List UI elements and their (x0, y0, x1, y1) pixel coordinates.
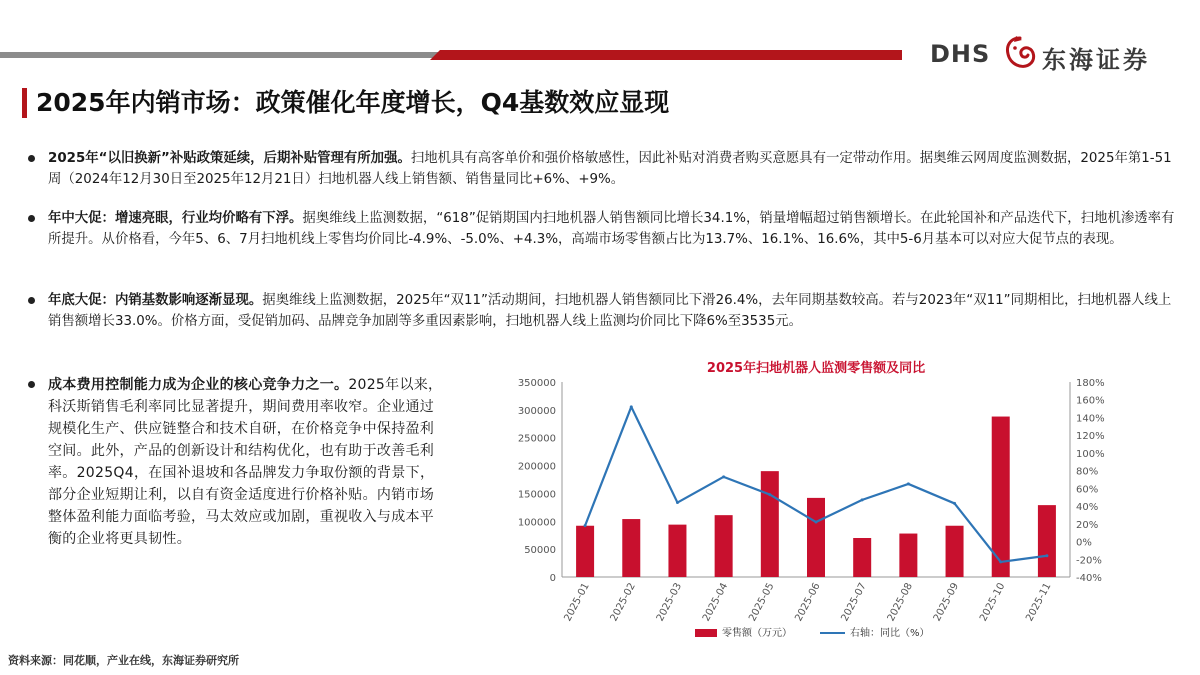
paragraph-body: 据奥维线上监测数据，“618”促销期国内扫地机器人销售额同比增长34.1%，销量增幅超过销售额增长。在此轮国补和产品迭代下，扫地机渗透率有所提升。从价格看，今年5、6、7月扫地机线上零售均价同比-4.9%、-5.0%、+4.3%，高端市场零售额占比为13.7%、16.1%、16.6%，其中5-6月基本可以对应大促节点的表现。 (48, 211, 1175, 247)
y-right-tick-label: 160% (1076, 395, 1105, 407)
x-tick-label: 2025-04 (700, 581, 731, 624)
y-left-tick-label: 0 (549, 573, 556, 584)
legend-bar-swatch (695, 629, 717, 637)
bullet-dot (28, 155, 35, 162)
y-right-tick-label: 20% (1076, 519, 1099, 531)
y-right-tick-label: -40% (1076, 573, 1102, 584)
logo-chinese: 东海证券 (1042, 46, 1150, 74)
x-tick-label: 2025-10 (978, 581, 1008, 624)
y-right-tick-label: 40% (1076, 502, 1099, 514)
y-left-tick-label: 300000 (517, 405, 556, 417)
logo-latin: DHS (930, 40, 991, 68)
bar (1038, 505, 1056, 577)
line-point (1045, 554, 1048, 557)
line-point (953, 502, 956, 505)
bar (853, 538, 871, 577)
y-left-tick-label: 250000 (517, 433, 556, 445)
y-left-tick-label: 100000 (517, 517, 556, 529)
paragraph-body: 2025年以来，科沃斯销售毛利率同比显著提升，期间费用率收窄。企业通过规模化生产、供应链整合和技术自研，在价格竞争中保持盈利空间。此外，产品的创新设计和结构优化，也有助于改善毛利率。2025Q4，在国补退坡和各品牌发力争取份额的背景下，部分企业短期让利，以自有资金适度进行价格补贴。内销市场整体盈利能力面临考验，马太效应或加剧，重视收入与成本平衡的企业将更具韧性。 (48, 377, 443, 547)
x-tick-label: 2025-11 (1024, 581, 1054, 624)
bar (807, 498, 825, 577)
legend-line-label: 右轴：同比（%） (850, 628, 930, 639)
x-tick-label: 2025-08 (885, 581, 916, 624)
paragraph-lead: 年底大促：内销基数影响逐渐显现。 (48, 293, 263, 308)
paragraph-lead: 成本费用控制能力成为企业的核心竞争力之一。 (48, 377, 349, 393)
retail-sales-chart (500, 352, 1190, 652)
bar (622, 519, 640, 577)
line-point (861, 498, 864, 501)
bar (668, 525, 686, 577)
paragraph-lead: 年中大促：增速亮眼，行业均价略有下浮。 (48, 211, 303, 226)
paragraph-yearend (48, 290, 1178, 332)
bar (899, 534, 917, 577)
paragraph-body: 扫地机具有高客单价和强价格敏感性，因此补贴对消费者购买意愿具有一定带动作用。据奥维云网周度监测数据，2025年第1-51周（2024年12月30日至2025年12月21日）扫地机器人线上销售额、销售量同比+6%、+9%。 (48, 151, 1172, 187)
line-point (999, 560, 1002, 563)
y-left-tick-label: 150000 (517, 489, 556, 501)
x-tick-label: 2025-05 (747, 581, 777, 624)
x-tick-label: 2025-09 (931, 581, 962, 624)
line-point (768, 493, 771, 496)
source-note: 资料来源：同花顺，产业在线，东海证券研究所 (8, 654, 239, 667)
company-logo (930, 34, 1170, 74)
y-right-tick-label: 60% (1076, 484, 1099, 496)
paragraph-subsidy (48, 148, 1178, 190)
y-left-tick-label: 50000 (524, 545, 556, 557)
chart-title: 2025年扫地机器人监测零售额及同比 (706, 361, 926, 376)
x-tick-label: 2025-03 (654, 581, 685, 624)
x-tick-label: 2025-06 (793, 581, 823, 624)
y-right-tick-label: -20% (1076, 555, 1102, 567)
dragon-logo-icon (1002, 34, 1038, 74)
paragraph-lead: 2025年“以旧换新”补贴政策延续，后期补贴管理有所加强。 (48, 151, 411, 166)
y-right-tick-label: 100% (1076, 448, 1105, 460)
line-point (584, 524, 587, 527)
legend-bar-label: 零售额（万元） (722, 628, 792, 639)
bullet-dot (28, 215, 35, 222)
line-point (907, 482, 910, 485)
bullet-dot (28, 381, 35, 388)
y-right-tick-label: 80% (1076, 466, 1099, 478)
y-right-tick-label: 120% (1076, 431, 1105, 443)
y-right-tick-label: 180% (1076, 378, 1105, 389)
y-right-tick-label: 140% (1076, 413, 1105, 425)
bullet-dot (28, 297, 35, 304)
bar (761, 471, 779, 577)
bar (946, 526, 964, 577)
header-red-band (430, 50, 902, 60)
bar (576, 526, 594, 577)
bar (715, 515, 733, 577)
paragraph-body: 据奥维线上监测数据，2025年“双11”活动期间，扫地机器人销售额同比下滑26.4%，去年同期基数较高。若与2023年“双11”同期相比，扫地机器人线上销售额增长33.0%。价格方面，受促销加码、品牌竞争加剧等多重因素影响，扫地机器人线上监测均价同比下降6%至3535元。 (48, 293, 1172, 329)
line-point (722, 475, 725, 478)
x-tick-label: 2025-02 (608, 581, 638, 624)
y-left-tick-label: 350000 (517, 378, 556, 389)
page-title: 2025年内销市场：政策催化年度增长，Q4基数效应显现 (36, 88, 670, 117)
line-point (676, 501, 679, 504)
y-right-tick-label: 0% (1076, 537, 1092, 549)
x-tick-label: 2025-07 (839, 581, 869, 624)
title-accent-bar (22, 88, 27, 118)
x-tick-label: 2025-01 (562, 581, 592, 624)
paragraph-cost (48, 374, 443, 550)
y-left-tick-label: 200000 (517, 461, 556, 473)
paragraph-midyear (48, 208, 1178, 250)
line-point (815, 521, 818, 524)
line-point (630, 405, 633, 408)
